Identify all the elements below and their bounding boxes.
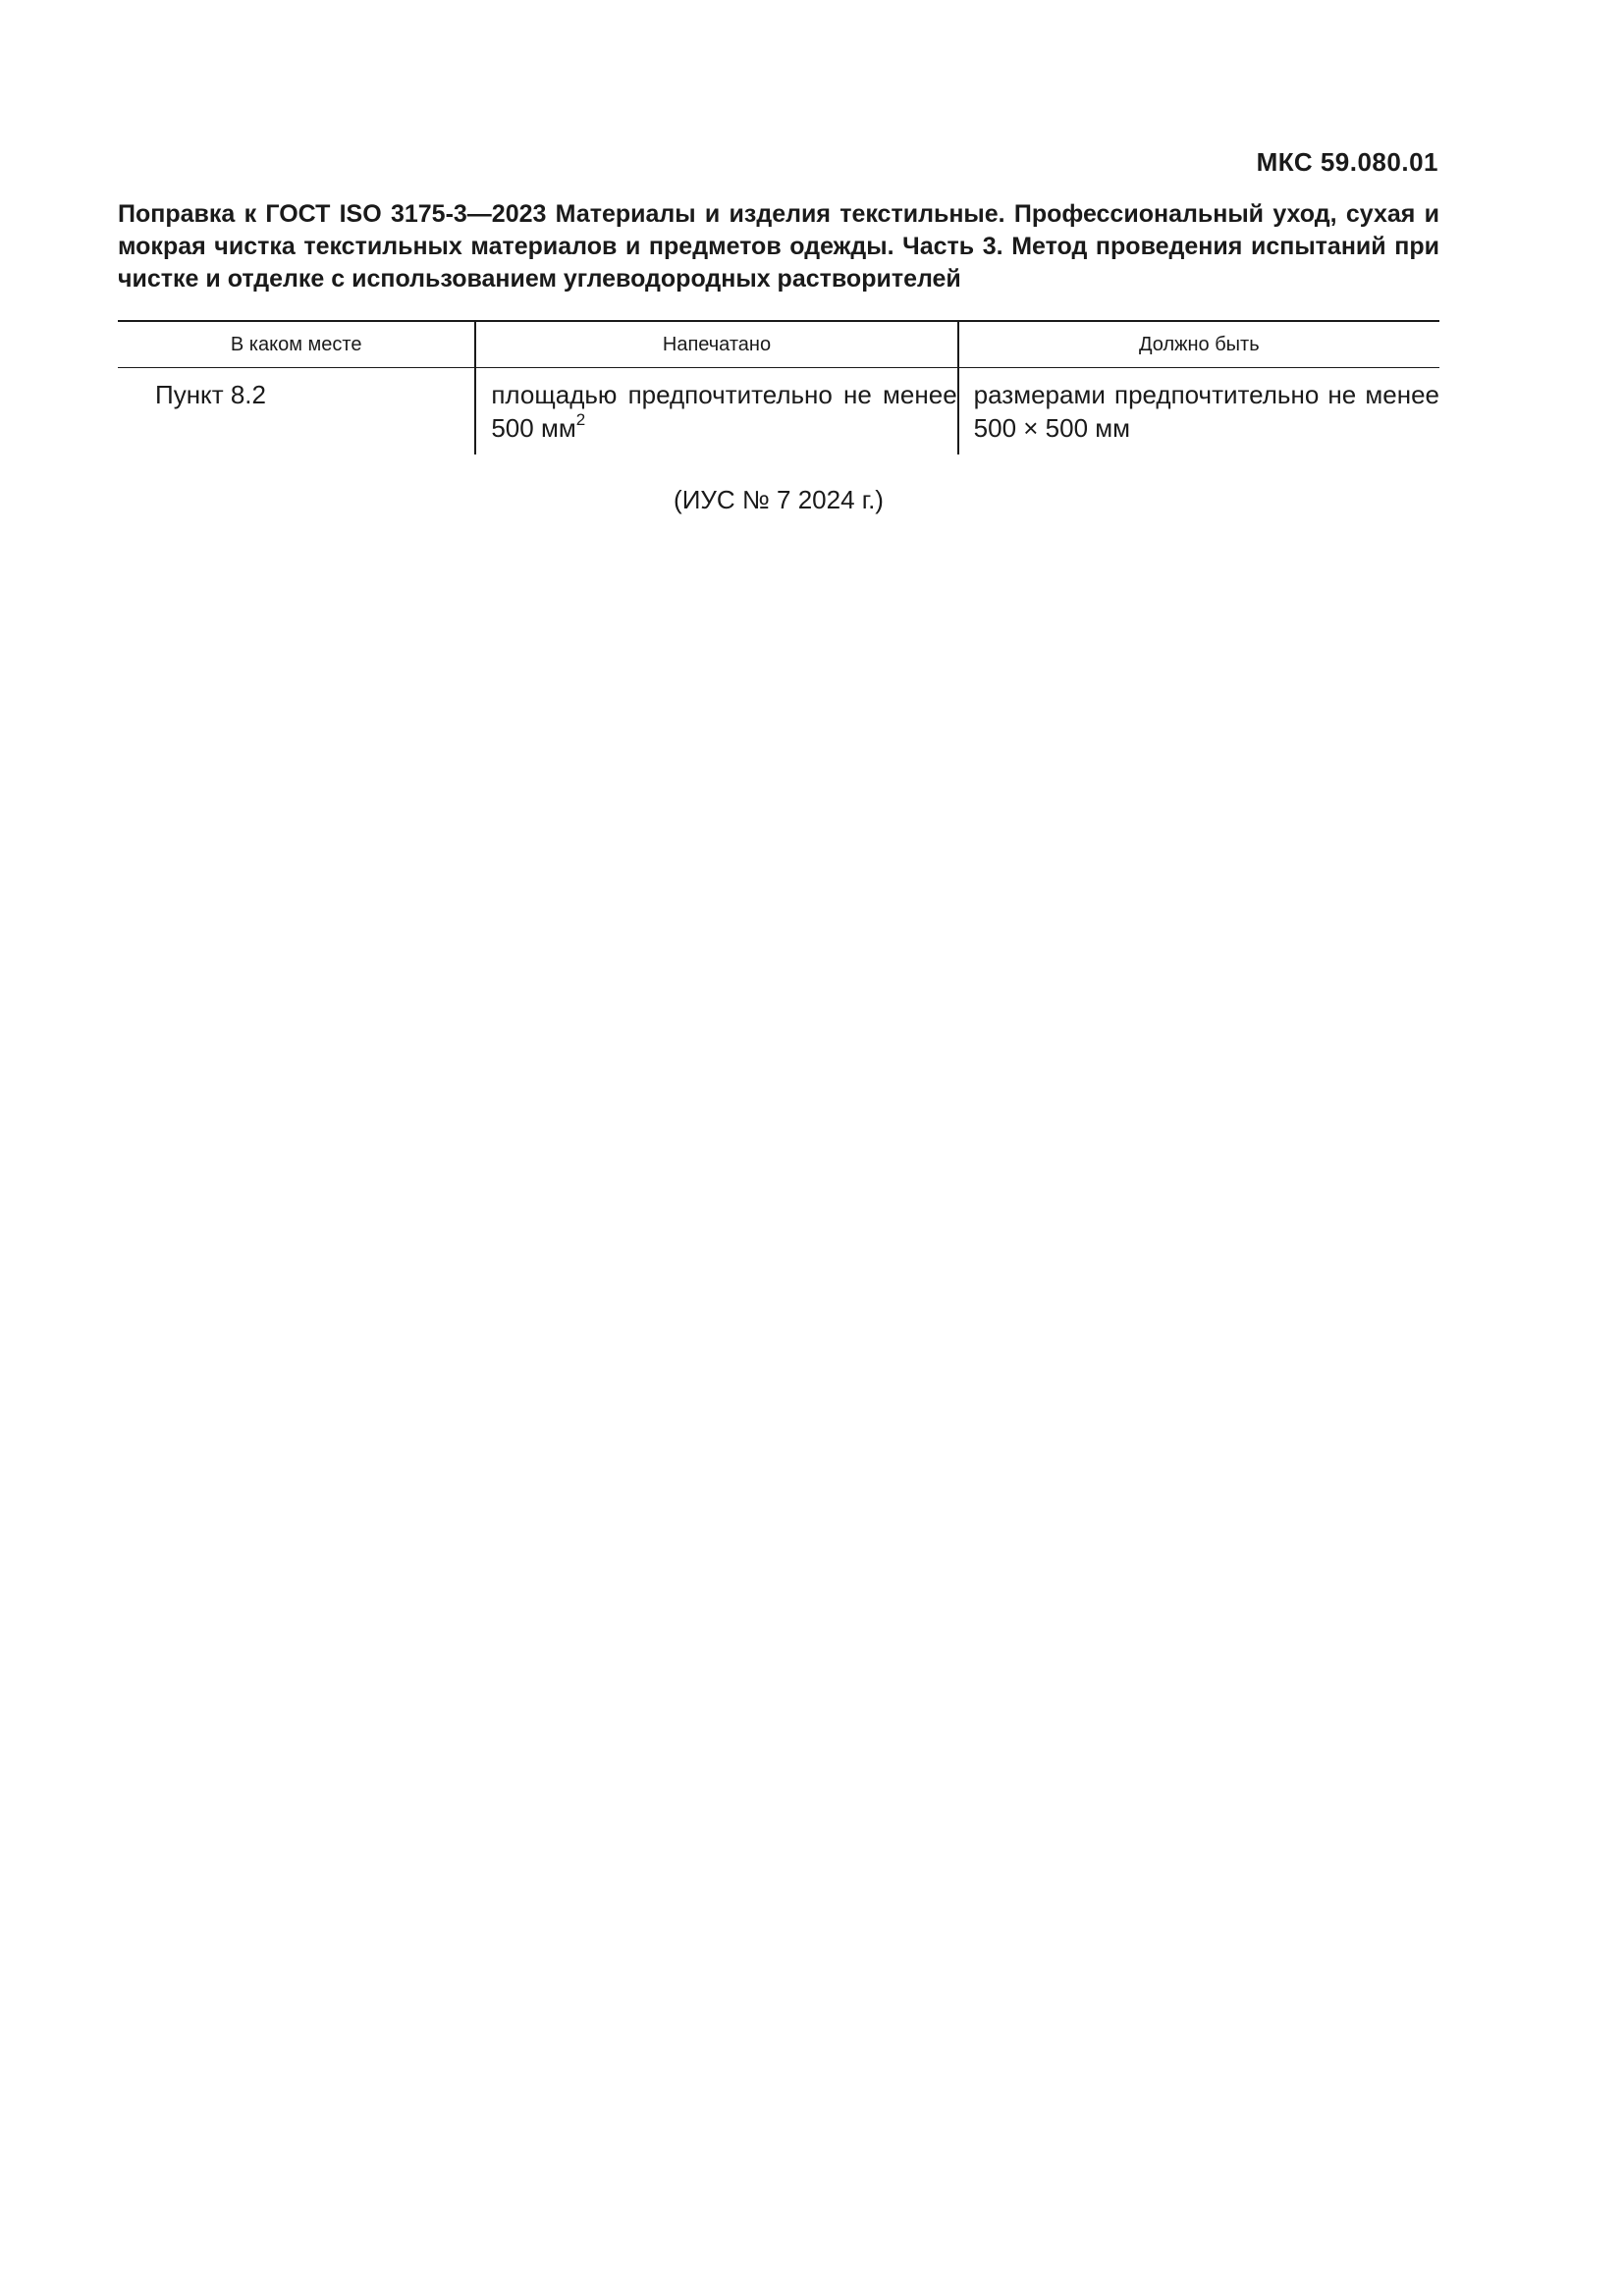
header-printed: Напечатано: [475, 321, 957, 368]
header-should-be: Должно быть: [958, 321, 1439, 368]
printed-superscript: 2: [575, 410, 586, 429]
amendment-title: Поправка к ГОСТ ISO 3175-3—2023 Материалы и изделия текстильные. Профессиональный уход, сухая и мокрая чистка текстильных материалов и предметов одежды. Часть 3. Метод проведения испытаний при чистке и отделке с использованием углеводородных растворителей: [118, 200, 1439, 293]
corrections-table: [118, 320, 1439, 454]
table-row: [118, 368, 1439, 455]
cell-place: Пункт 8.2: [155, 380, 266, 409]
printed-text: площадью предпочтительно не менее 500 мм: [491, 380, 957, 443]
cell-should-be: размерами предпочтительно не менее 500 × 500 мм: [958, 368, 1439, 455]
header-place: В каком месте: [118, 321, 475, 368]
ius-reference: (ИУС № 7 2024 г.): [674, 485, 884, 514]
cell-printed: [475, 368, 957, 455]
mks-code: МКС 59.080.01: [1256, 147, 1438, 177]
table-header-row: [118, 321, 1439, 368]
